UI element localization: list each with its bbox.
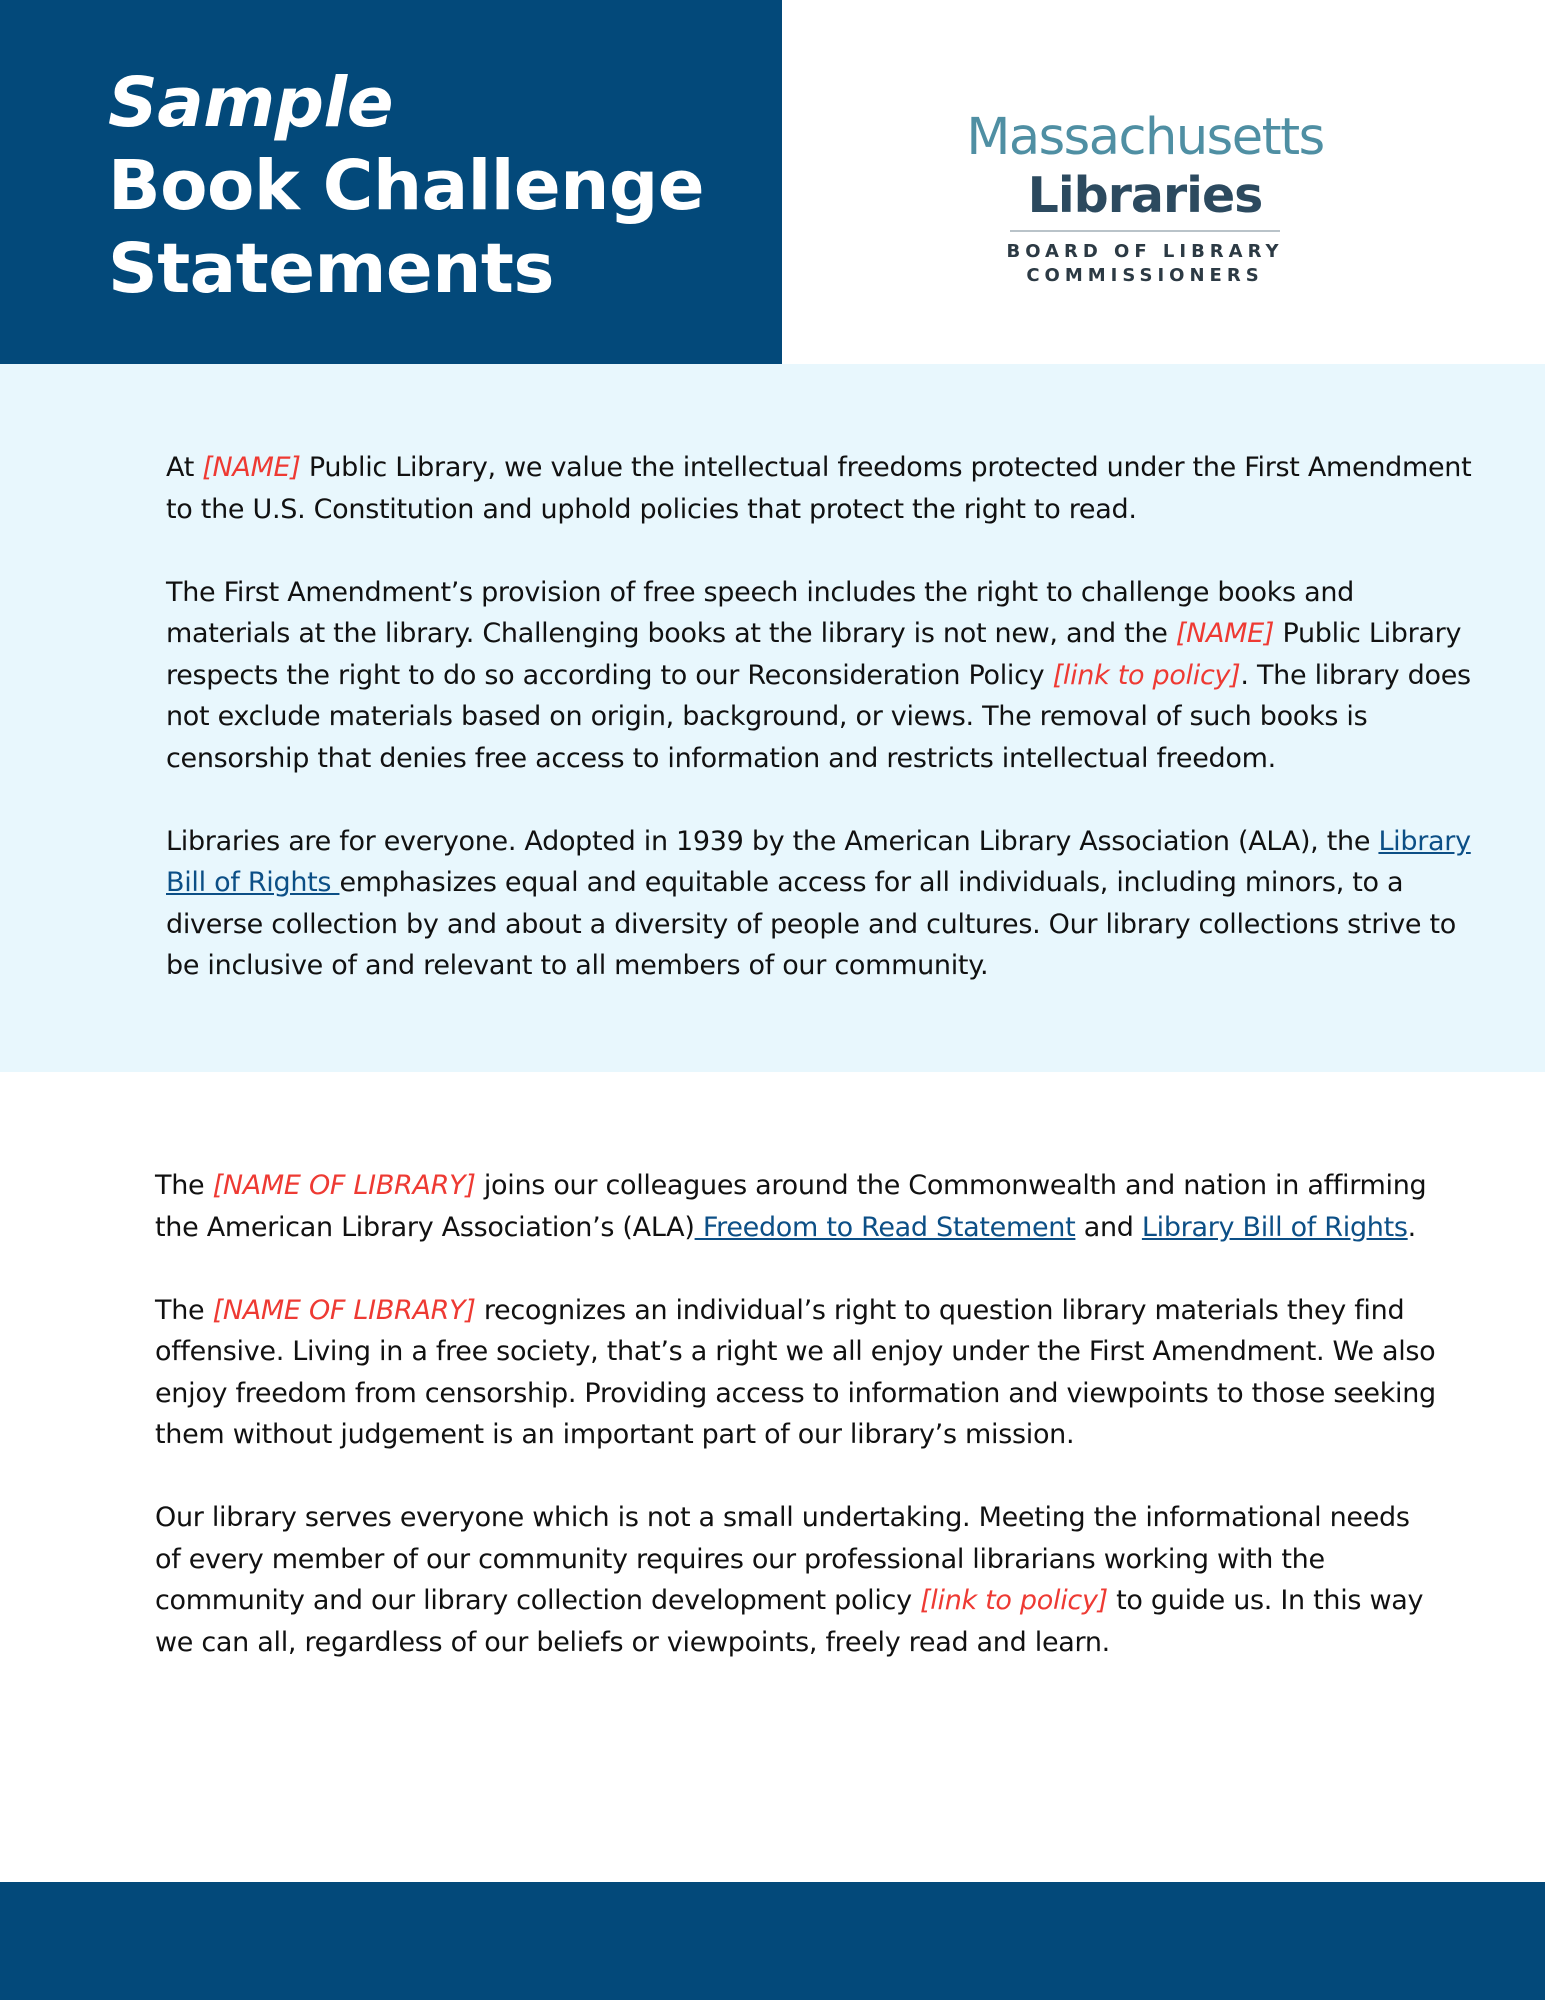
intro-paragraph-3 [166,821,1476,987]
main-p3-policy-placeholder: [link to policy] [920,1585,1108,1616]
logo-board-of-library: BOARD OF LIBRARY [1006,241,1284,262]
intro-p2-policy-placeholder: [link to policy] [1052,659,1241,691]
main-p3-text-2: to guide us. In this way we can all, regardless of our beliefs or viewpoints, freely read and learn. [155,1585,1424,1658]
library-bill-of-rights-link[interactable]: Library Bill of Rights [166,825,1471,898]
main-p2-text-1: The [155,1294,213,1326]
intro-p3-text-1: Libraries are for everyone. Adopted in 1939 by the American Library Association (ALA), the [166,825,1379,857]
main-p1-text-1: The [155,1170,213,1201]
freedom-to-read-link[interactable]: Freedom to Read Statement [694,1211,1076,1243]
mblc-logo [960,108,1330,298]
logo-libraries: Libraries [1027,167,1263,224]
main-paragraph-2 [155,1290,1440,1456]
title-line-2: Book Challenge [108,146,705,226]
intro-p1-text-1: At [166,452,203,483]
logo-massachusetts: Massachusetts [966,108,1324,167]
main-p2-text-2: recognizes an individual’s right to question library materials they find offensive. Living in a free society, that’s a right we all enjoy under the First Amendment. We also enjoy freedom from censorship. Providing access to information and viewpoints to those seeking them without judgement is an important part of our library’s mission. [155,1294,1436,1450]
intro-p2-text-2: Public Library respects the right to do so according to our Reconsideration Policy [166,618,1462,691]
intro-p2-text-3: . The library does not exclude materials based on origin, background, or views. The removal of such books is censorship that denies free access to information and restricts intellectual freedom. [166,659,1471,774]
header-panel [0,0,782,364]
intro-p3-text-2: emphasizes equal and equitable access for all individuals, including minors, to a diverse collection by and about a diversity of people and cultures. Our library collections strive to be inclusive of and relevant to all members of our community. [166,867,1456,981]
intro-p2-text-1: The First Amendment’s provision of free speech includes the right to challenge books and materials at the library. Challenging books at the library is not new, and the [166,576,1354,649]
main-p1-text-4: . [1407,1211,1416,1243]
title-line-1: Sample [108,63,393,143]
title-line-3: Statements [108,229,554,309]
intro-paragraph-1 [166,447,1476,530]
intro-p1-text-2: Public Library, we value the intellectual freedoms protected under the First Amendment to the U.S. Constitution and uphold policies that protect the right to read. [166,452,1472,525]
logo-divider [1010,230,1280,232]
logo-commissioners: COMMISSIONERS [1026,265,1264,286]
footer-bar [0,1882,1545,2000]
intro-p2-name-placeholder: [NAME] [1175,618,1275,649]
main-p1-text-3: and [1075,1211,1142,1243]
main-statement [155,1165,1440,1705]
intro-statement [166,447,1476,1028]
intro-p1-name-placeholder: [NAME] [202,452,301,483]
main-p1-text-2: joins our colleagues around the Commonwealth and nation in affirming the American Library Association’s (ALA) [155,1170,1427,1243]
main-p3-text-1: Our library serves everyone which is not a small undertaking. Meeting the informational needs of every member of our community requires our professional librarians working with the community and our library collection development policy [155,1502,1410,1616]
main-p2-library-placeholder: [NAME OF LIBRARY] [212,1294,476,1326]
main-paragraph-1 [155,1165,1440,1248]
page-title [108,62,704,311]
main-p1-library-placeholder: [NAME OF LIBRARY] [212,1170,476,1201]
main-paragraph-3 [155,1497,1440,1663]
library-bill-of-rights-link-2[interactable]: Library Bill of Rights [1141,1211,1408,1243]
intro-paragraph-2 [166,572,1476,780]
